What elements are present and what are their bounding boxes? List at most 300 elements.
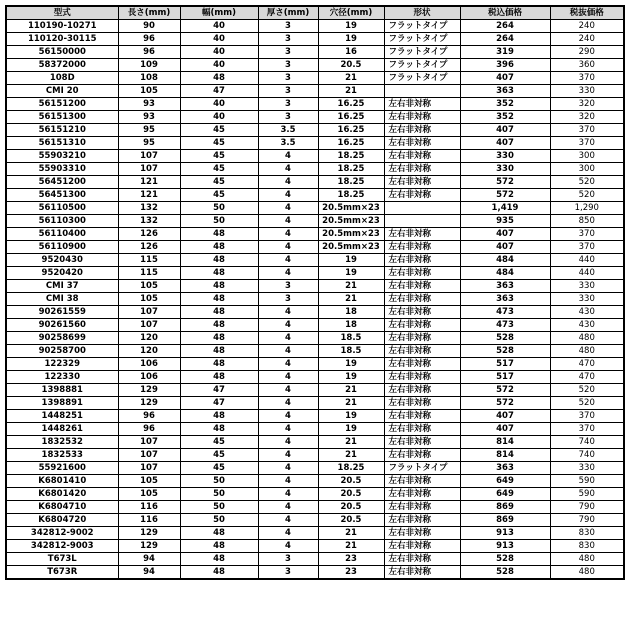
price-tax-included-cell: 528 (460, 566, 550, 580)
thickness-cell: 3 (258, 293, 318, 306)
width-cell: 40 (180, 20, 258, 33)
model-cell: 55921600 (6, 462, 118, 475)
price-tax-excluded-cell: 370 (550, 410, 624, 423)
shape-cell: 左右非対称 (384, 306, 460, 319)
header-price-tax-excluded: 税抜価格 (550, 6, 624, 20)
model-cell: 56110900 (6, 241, 118, 254)
model-cell: CMI 20 (6, 85, 118, 98)
price-tax-included-cell: 407 (460, 228, 550, 241)
price-tax-excluded-cell: 520 (550, 397, 624, 410)
width-cell: 45 (180, 189, 258, 202)
model-cell: K6804710 (6, 501, 118, 514)
model-cell: 122330 (6, 371, 118, 384)
price-tax-excluded-cell: 830 (550, 540, 624, 553)
width-cell: 45 (180, 462, 258, 475)
table-row (6, 462, 624, 475)
hole-diameter-cell: 21 (318, 540, 384, 553)
hole-diameter-cell: 20.5 (318, 488, 384, 501)
thickness-cell: 4 (258, 345, 318, 358)
price-tax-excluded-cell: 480 (550, 345, 624, 358)
shape-cell: 左右非対称 (384, 358, 460, 371)
table-row (6, 566, 624, 580)
width-cell: 48 (180, 527, 258, 540)
hole-diameter-cell: 21 (318, 449, 384, 462)
price-tax-excluded-cell: 520 (550, 384, 624, 397)
width-cell: 45 (180, 176, 258, 189)
length-cell: 95 (118, 137, 180, 150)
thickness-cell: 3.5 (258, 124, 318, 137)
hole-diameter-cell: 21 (318, 85, 384, 98)
hole-diameter-cell: 20.5mm×23 (318, 228, 384, 241)
thickness-cell: 4 (258, 254, 318, 267)
model-cell: 1398891 (6, 397, 118, 410)
length-cell: 93 (118, 111, 180, 124)
width-cell: 48 (180, 72, 258, 85)
hole-diameter-cell: 19 (318, 254, 384, 267)
model-cell: CMI 37 (6, 280, 118, 293)
length-cell: 107 (118, 436, 180, 449)
price-tax-excluded-cell: 300 (550, 163, 624, 176)
thickness-cell: 4 (258, 527, 318, 540)
shape-cell (384, 202, 460, 215)
length-cell: 105 (118, 475, 180, 488)
price-tax-excluded-cell: 480 (550, 566, 624, 580)
table-row (6, 410, 624, 423)
header-hole-diameter: 穴径(mm) (318, 6, 384, 20)
table-row (6, 163, 624, 176)
shape-cell: 左右非対称 (384, 423, 460, 436)
length-cell: 93 (118, 98, 180, 111)
model-cell: 90261559 (6, 306, 118, 319)
price-tax-included-cell: 572 (460, 176, 550, 189)
price-tax-excluded-cell: 480 (550, 553, 624, 566)
width-cell: 48 (180, 371, 258, 384)
length-cell: 126 (118, 228, 180, 241)
price-tax-excluded-cell: 740 (550, 449, 624, 462)
hole-diameter-cell: 21 (318, 280, 384, 293)
price-tax-included-cell: 363 (460, 462, 550, 475)
header-model: 型式 (6, 6, 118, 20)
shape-cell: 左右非対称 (384, 124, 460, 137)
table-row (6, 111, 624, 124)
spec-price-table (5, 5, 625, 580)
length-cell: 121 (118, 189, 180, 202)
width-cell: 40 (180, 98, 258, 111)
table-row (6, 228, 624, 241)
model-cell: 56151210 (6, 124, 118, 137)
table-row (6, 358, 624, 371)
table-header-row (6, 6, 624, 20)
thickness-cell: 4 (258, 449, 318, 462)
price-tax-included-cell: 814 (460, 449, 550, 462)
hole-diameter-cell: 18.25 (318, 150, 384, 163)
length-cell: 96 (118, 410, 180, 423)
model-cell: 1832533 (6, 449, 118, 462)
length-cell: 105 (118, 280, 180, 293)
model-cell: 342812-9002 (6, 527, 118, 540)
table-row (6, 306, 624, 319)
shape-cell: 左右非対称 (384, 488, 460, 501)
model-cell: 56151310 (6, 137, 118, 150)
length-cell: 129 (118, 384, 180, 397)
width-cell: 47 (180, 384, 258, 397)
shape-cell: 左右非対称 (384, 241, 460, 254)
model-cell: K6804720 (6, 514, 118, 527)
price-tax-included-cell: 528 (460, 332, 550, 345)
header-price-tax-included: 税込価格 (460, 6, 550, 20)
price-tax-included-cell: 528 (460, 553, 550, 566)
length-cell: 132 (118, 215, 180, 228)
shape-cell: フラットタイプ (384, 59, 460, 72)
table-row (6, 176, 624, 189)
width-cell: 48 (180, 553, 258, 566)
table-row (6, 150, 624, 163)
length-cell: 107 (118, 163, 180, 176)
price-tax-included-cell: 352 (460, 98, 550, 111)
price-tax-excluded-cell: 330 (550, 462, 624, 475)
length-cell: 96 (118, 33, 180, 46)
width-cell: 47 (180, 85, 258, 98)
model-cell: K6801420 (6, 488, 118, 501)
width-cell: 48 (180, 566, 258, 580)
hole-diameter-cell: 20.5 (318, 501, 384, 514)
table-row (6, 527, 624, 540)
price-tax-included-cell: 330 (460, 163, 550, 176)
thickness-cell: 4 (258, 501, 318, 514)
length-cell: 115 (118, 267, 180, 280)
thickness-cell: 3 (258, 111, 318, 124)
length-cell: 94 (118, 566, 180, 580)
thickness-cell: 4 (258, 384, 318, 397)
hole-diameter-cell: 19 (318, 20, 384, 33)
price-tax-included-cell: 528 (460, 345, 550, 358)
hole-diameter-cell: 16.25 (318, 124, 384, 137)
shape-cell: 左右非対称 (384, 254, 460, 267)
price-tax-excluded-cell: 370 (550, 423, 624, 436)
length-cell: 120 (118, 332, 180, 345)
thickness-cell: 4 (258, 358, 318, 371)
table-row (6, 280, 624, 293)
thickness-cell: 4 (258, 215, 318, 228)
length-cell: 115 (118, 254, 180, 267)
thickness-cell: 4 (258, 462, 318, 475)
length-cell: 105 (118, 488, 180, 501)
spec-price-sheet (5, 5, 625, 580)
width-cell: 45 (180, 124, 258, 137)
thickness-cell: 4 (258, 189, 318, 202)
length-cell: 105 (118, 293, 180, 306)
hole-diameter-cell: 23 (318, 553, 384, 566)
thickness-cell: 3 (258, 98, 318, 111)
shape-cell: 左右非対称 (384, 410, 460, 423)
model-cell: 55903210 (6, 150, 118, 163)
thickness-cell: 4 (258, 319, 318, 332)
shape-cell: フラットタイプ (384, 462, 460, 475)
table-row (6, 345, 624, 358)
width-cell: 48 (180, 267, 258, 280)
shape-cell: フラットタイプ (384, 46, 460, 59)
width-cell: 48 (180, 228, 258, 241)
thickness-cell: 4 (258, 176, 318, 189)
price-tax-included-cell: 363 (460, 293, 550, 306)
hole-diameter-cell: 18.25 (318, 163, 384, 176)
shape-cell: 左右非対称 (384, 111, 460, 124)
table-body (6, 20, 624, 580)
thickness-cell: 3 (258, 46, 318, 59)
thickness-cell: 4 (258, 202, 318, 215)
hole-diameter-cell: 18.5 (318, 332, 384, 345)
table-row (6, 436, 624, 449)
width-cell: 48 (180, 410, 258, 423)
hole-diameter-cell: 18 (318, 319, 384, 332)
width-cell: 48 (180, 254, 258, 267)
table-row (6, 98, 624, 111)
length-cell: 106 (118, 371, 180, 384)
hole-diameter-cell: 16.25 (318, 98, 384, 111)
price-tax-excluded-cell: 370 (550, 137, 624, 150)
price-tax-excluded-cell: 360 (550, 59, 624, 72)
shape-cell: 左右非対称 (384, 514, 460, 527)
price-tax-excluded-cell: 330 (550, 280, 624, 293)
shape-cell (384, 215, 460, 228)
model-cell: 9520420 (6, 267, 118, 280)
table-row (6, 46, 624, 59)
hole-diameter-cell: 20.5mm×23 (318, 202, 384, 215)
price-tax-included-cell: 649 (460, 475, 550, 488)
price-tax-excluded-cell: 850 (550, 215, 624, 228)
thickness-cell: 4 (258, 540, 318, 553)
width-cell: 48 (180, 332, 258, 345)
table-row (6, 267, 624, 280)
price-tax-included-cell: 264 (460, 20, 550, 33)
thickness-cell: 4 (258, 514, 318, 527)
price-tax-included-cell: 913 (460, 527, 550, 540)
table-row (6, 501, 624, 514)
shape-cell: 左右非対称 (384, 267, 460, 280)
price-tax-excluded-cell: 790 (550, 514, 624, 527)
length-cell: 94 (118, 553, 180, 566)
length-cell: 129 (118, 540, 180, 553)
length-cell: 107 (118, 150, 180, 163)
hole-diameter-cell: 21 (318, 436, 384, 449)
thickness-cell: 4 (258, 397, 318, 410)
thickness-cell: 4 (258, 436, 318, 449)
price-tax-excluded-cell: 370 (550, 241, 624, 254)
price-tax-included-cell: 407 (460, 410, 550, 423)
price-tax-excluded-cell: 370 (550, 228, 624, 241)
model-cell: 90261560 (6, 319, 118, 332)
hole-diameter-cell: 21 (318, 397, 384, 410)
model-cell: 1832532 (6, 436, 118, 449)
length-cell: 129 (118, 397, 180, 410)
table-row (6, 371, 624, 384)
thickness-cell: 3 (258, 85, 318, 98)
hole-diameter-cell: 18.25 (318, 462, 384, 475)
price-tax-included-cell: 473 (460, 306, 550, 319)
shape-cell: 左右非対称 (384, 150, 460, 163)
length-cell: 107 (118, 462, 180, 475)
width-cell: 48 (180, 423, 258, 436)
hole-diameter-cell: 20.5 (318, 59, 384, 72)
price-tax-included-cell: 319 (460, 46, 550, 59)
price-tax-excluded-cell: 430 (550, 319, 624, 332)
hole-diameter-cell: 19 (318, 423, 384, 436)
shape-cell: 左右非対称 (384, 345, 460, 358)
shape-cell: フラットタイプ (384, 33, 460, 46)
shape-cell: 左右非対称 (384, 540, 460, 553)
price-tax-included-cell: 264 (460, 33, 550, 46)
model-cell: 90258700 (6, 345, 118, 358)
length-cell: 106 (118, 358, 180, 371)
thickness-cell: 4 (258, 488, 318, 501)
shape-cell: 左右非対称 (384, 475, 460, 488)
table-row (6, 85, 624, 98)
price-tax-excluded-cell: 440 (550, 267, 624, 280)
shape-cell: 左右非対称 (384, 397, 460, 410)
model-cell: 108D (6, 72, 118, 85)
price-tax-excluded-cell: 370 (550, 124, 624, 137)
width-cell: 45 (180, 150, 258, 163)
shape-cell: 左右非対称 (384, 189, 460, 202)
hole-diameter-cell: 19 (318, 358, 384, 371)
price-tax-included-cell: 572 (460, 189, 550, 202)
length-cell: 109 (118, 59, 180, 72)
width-cell: 50 (180, 475, 258, 488)
hole-diameter-cell: 21 (318, 527, 384, 540)
shape-cell: 左右非対称 (384, 280, 460, 293)
model-cell: CMI 38 (6, 293, 118, 306)
model-cell: 58372000 (6, 59, 118, 72)
shape-cell: 左右非対称 (384, 553, 460, 566)
table-row (6, 397, 624, 410)
price-tax-excluded-cell: 370 (550, 72, 624, 85)
hole-diameter-cell: 16 (318, 46, 384, 59)
hole-diameter-cell: 19 (318, 371, 384, 384)
table-row (6, 293, 624, 306)
model-cell: 56451300 (6, 189, 118, 202)
hole-diameter-cell: 21 (318, 72, 384, 85)
thickness-cell: 4 (258, 306, 318, 319)
model-cell: 1448251 (6, 410, 118, 423)
width-cell: 45 (180, 436, 258, 449)
header-thickness: 厚さ(mm) (258, 6, 318, 20)
thickness-cell: 4 (258, 423, 318, 436)
width-cell: 50 (180, 488, 258, 501)
length-cell: 96 (118, 46, 180, 59)
width-cell: 48 (180, 241, 258, 254)
length-cell: 107 (118, 306, 180, 319)
shape-cell: 左右非対称 (384, 449, 460, 462)
width-cell: 40 (180, 33, 258, 46)
header-shape: 形状 (384, 6, 460, 20)
shape-cell: 左右非対称 (384, 228, 460, 241)
width-cell: 48 (180, 306, 258, 319)
price-tax-included-cell: 814 (460, 436, 550, 449)
length-cell: 116 (118, 514, 180, 527)
width-cell: 48 (180, 280, 258, 293)
price-tax-included-cell: 407 (460, 124, 550, 137)
price-tax-included-cell: 913 (460, 540, 550, 553)
thickness-cell: 4 (258, 228, 318, 241)
width-cell: 48 (180, 345, 258, 358)
thickness-cell: 4 (258, 241, 318, 254)
price-tax-included-cell: 484 (460, 254, 550, 267)
header-width: 幅(mm) (180, 6, 258, 20)
price-tax-included-cell: 869 (460, 501, 550, 514)
width-cell: 47 (180, 397, 258, 410)
width-cell: 45 (180, 137, 258, 150)
model-cell: 56110400 (6, 228, 118, 241)
price-tax-excluded-cell: 790 (550, 501, 624, 514)
hole-diameter-cell: 20.5 (318, 514, 384, 527)
width-cell: 50 (180, 514, 258, 527)
price-tax-included-cell: 363 (460, 85, 550, 98)
table-row (6, 254, 624, 267)
model-cell: 90258699 (6, 332, 118, 345)
model-cell: 56110500 (6, 202, 118, 215)
hole-diameter-cell: 21 (318, 384, 384, 397)
thickness-cell: 3 (258, 59, 318, 72)
price-tax-included-cell: 352 (460, 111, 550, 124)
width-cell: 40 (180, 59, 258, 72)
shape-cell: 左右非対称 (384, 436, 460, 449)
length-cell: 121 (118, 176, 180, 189)
table-row (6, 384, 624, 397)
width-cell: 45 (180, 449, 258, 462)
thickness-cell: 4 (258, 410, 318, 423)
price-tax-included-cell: 517 (460, 371, 550, 384)
table-row (6, 475, 624, 488)
price-tax-included-cell: 473 (460, 319, 550, 332)
model-cell: 55903310 (6, 163, 118, 176)
length-cell: 96 (118, 423, 180, 436)
price-tax-excluded-cell: 470 (550, 371, 624, 384)
model-cell: 1398881 (6, 384, 118, 397)
model-cell: 56151200 (6, 98, 118, 111)
shape-cell: 左右非対称 (384, 371, 460, 384)
price-tax-included-cell: 572 (460, 384, 550, 397)
shape-cell: 左右非対称 (384, 332, 460, 345)
table-row (6, 241, 624, 254)
width-cell: 48 (180, 319, 258, 332)
table-row (6, 488, 624, 501)
shape-cell (384, 85, 460, 98)
table-row (6, 332, 624, 345)
width-cell: 40 (180, 46, 258, 59)
price-tax-excluded-cell: 320 (550, 111, 624, 124)
model-cell: T673L (6, 553, 118, 566)
length-cell: 132 (118, 202, 180, 215)
hole-diameter-cell: 19 (318, 33, 384, 46)
table-row (6, 514, 624, 527)
thickness-cell: 4 (258, 150, 318, 163)
length-cell: 107 (118, 319, 180, 332)
price-tax-excluded-cell: 240 (550, 33, 624, 46)
price-tax-included-cell: 517 (460, 358, 550, 371)
shape-cell: 左右非対称 (384, 384, 460, 397)
table-row (6, 449, 624, 462)
price-tax-excluded-cell: 330 (550, 293, 624, 306)
length-cell: 105 (118, 85, 180, 98)
price-tax-excluded-cell: 480 (550, 332, 624, 345)
hole-diameter-cell: 19 (318, 267, 384, 280)
shape-cell: 左右非対称 (384, 137, 460, 150)
hole-diameter-cell: 16.25 (318, 111, 384, 124)
table-row (6, 124, 624, 137)
price-tax-included-cell: 407 (460, 137, 550, 150)
thickness-cell: 4 (258, 163, 318, 176)
model-cell: 110190-10271 (6, 20, 118, 33)
